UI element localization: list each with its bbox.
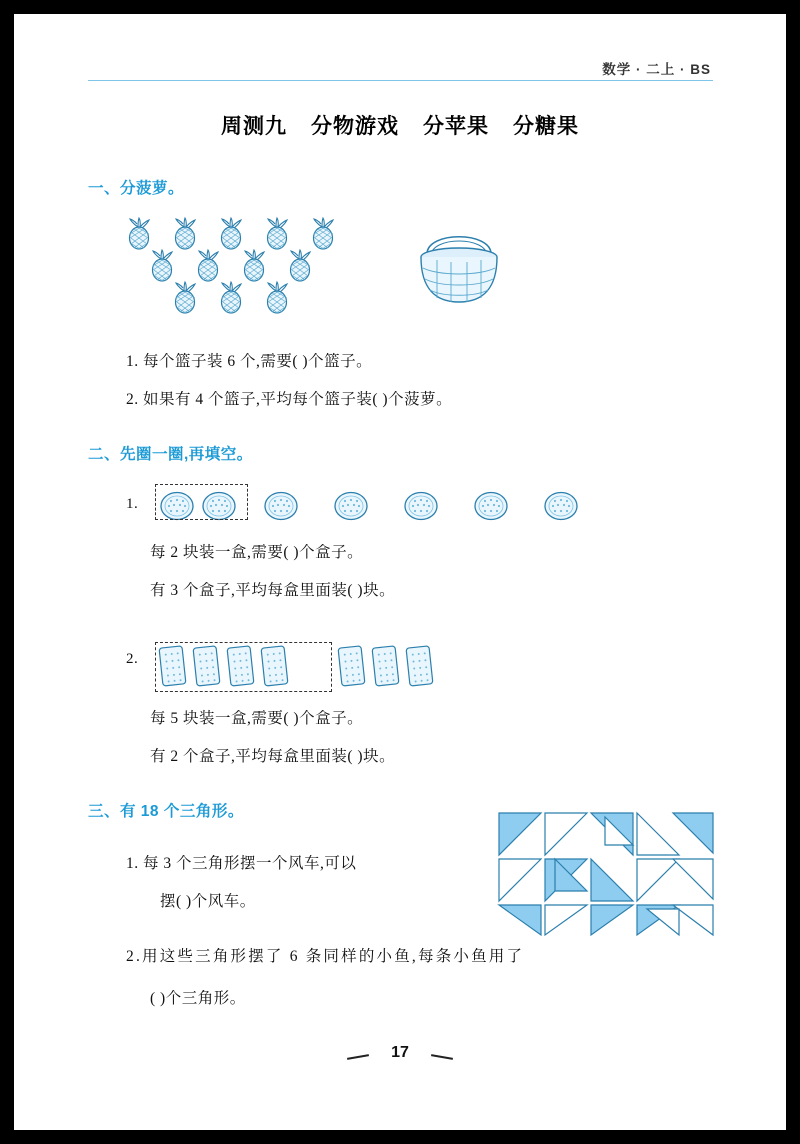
section-3-item-1: 1. 每 3 个三角形摆一个风车,可以 <box>126 855 357 872</box>
section-2-item-6: 有 2 个盒子,平均每盒里面装( )块。 <box>150 748 396 765</box>
section-2-item-2: 每 2 块装一盒,需要( )个盒子。 <box>150 544 364 561</box>
section-3-heading: 三、有 18 个三角形。 <box>88 803 244 820</box>
section-2-heading: 二、先圈一圈,再填空。 <box>88 446 253 463</box>
section-1-item-2: 2. 如果有 4 个篮子,平均每个篮子装( )个菠萝。 <box>126 391 453 408</box>
section-3-item-2b: ( )个三角形。 <box>150 990 246 1007</box>
section-1-item-1: 1. 每个篮子装 6 个,需要( )个篮子。 <box>126 353 373 370</box>
biscuit-selection-box <box>155 642 332 692</box>
cookie-selection-box <box>155 484 248 520</box>
page-header <box>14 58 786 88</box>
section-3-item-2: 2.用这些三角形摆了 6 条同样的小鱼,每条小鱼用了 <box>126 948 525 965</box>
title-part-3: 分苹果 <box>423 115 489 138</box>
section-3-item-1b: 摆( )个风车。 <box>160 893 256 910</box>
section-2-item-3: 有 3 个盒子,平均每盒里面装( )块。 <box>150 582 396 599</box>
title-part-1: 周测九 <box>221 115 287 138</box>
triangle-group <box>497 809 715 937</box>
pineapple-group <box>126 214 366 319</box>
title-part-4: 分糖果 <box>513 115 579 138</box>
section-2-item-5: 每 5 块装一盒,需要( )个盒子。 <box>150 710 364 727</box>
title-part-2: 分物游戏 <box>311 115 399 138</box>
triangle-illustration <box>497 809 715 937</box>
worksheet-page <box>14 14 786 1130</box>
header-title: 数学 · 二上 · BS <box>602 62 711 77</box>
header-divider <box>88 80 713 81</box>
section-2-item-4-number: 2. <box>126 651 139 667</box>
page-title <box>14 110 786 140</box>
basket-illustration <box>409 226 509 311</box>
section-2-item-1-number: 1. <box>126 496 139 512</box>
page-number: 17 <box>391 1044 409 1061</box>
section-1-heading: 一、分菠萝。 <box>88 180 185 197</box>
pineapple-illustration <box>126 214 366 319</box>
